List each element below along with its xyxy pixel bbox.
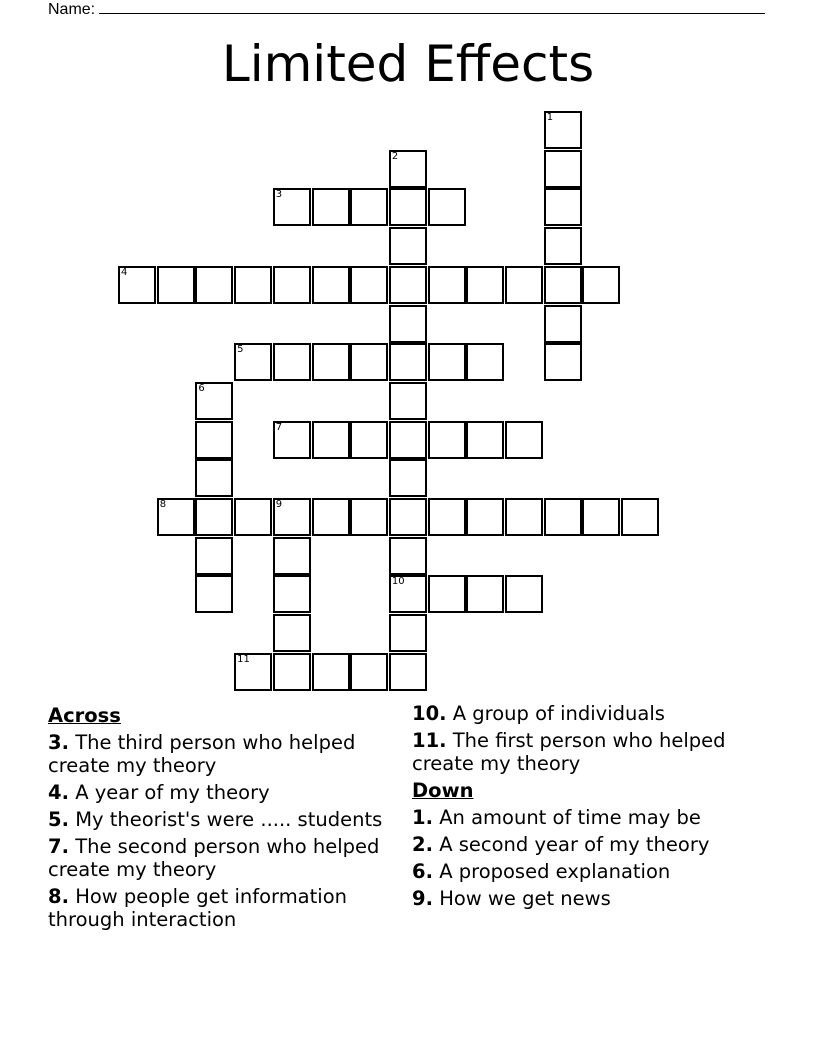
clue-across-5 bbox=[48, 808, 393, 831]
grid-cell[interactable] bbox=[312, 266, 350, 304]
grid-cell[interactable] bbox=[389, 188, 427, 226]
grid-cell[interactable] bbox=[544, 188, 582, 226]
grid-cell[interactable] bbox=[389, 537, 427, 575]
grid-cell[interactable] bbox=[389, 343, 427, 381]
grid-cell[interactable] bbox=[466, 421, 504, 459]
grid-cell[interactable] bbox=[505, 421, 543, 459]
clue-across-10 bbox=[412, 702, 782, 725]
clue-number: 10. bbox=[412, 702, 447, 725]
grid-cell[interactable] bbox=[621, 498, 659, 536]
grid-cell[interactable] bbox=[389, 266, 427, 304]
clue-number: 8. bbox=[48, 885, 69, 908]
name-label: Name: bbox=[48, 1, 96, 18]
grid-cell[interactable] bbox=[195, 382, 233, 420]
grid-cell[interactable] bbox=[428, 188, 466, 226]
grid-cell[interactable] bbox=[466, 266, 504, 304]
cell-number: 11 bbox=[237, 653, 250, 665]
clue-text: The first person who helped create my theory bbox=[412, 729, 726, 775]
grid-cell[interactable] bbox=[466, 575, 504, 613]
grid-cell[interactable] bbox=[195, 459, 233, 497]
cell-number: 8 bbox=[159, 499, 167, 510]
grid-cell[interactable] bbox=[195, 537, 233, 575]
grid-cell[interactable] bbox=[350, 343, 388, 381]
grid-cell[interactable] bbox=[195, 266, 233, 304]
clue-number: 6. bbox=[412, 860, 433, 883]
grid-cell[interactable] bbox=[234, 266, 272, 304]
clue-number: 1. bbox=[412, 806, 433, 829]
clue-across-11 bbox=[412, 729, 782, 775]
grid-cell[interactable] bbox=[428, 575, 466, 613]
grid-cell[interactable] bbox=[350, 498, 388, 536]
grid-cell[interactable] bbox=[350, 421, 388, 459]
clue-number: 9. bbox=[412, 887, 433, 910]
cell-number: 1 bbox=[546, 112, 554, 123]
grid-cell[interactable] bbox=[544, 343, 582, 381]
grid-cell[interactable] bbox=[273, 498, 311, 536]
clue-text: A year of my theory bbox=[75, 781, 270, 804]
cell-number: 10 bbox=[391, 576, 405, 588]
grid-cell[interactable] bbox=[544, 305, 582, 343]
grid-cell[interactable] bbox=[350, 188, 388, 226]
grid-cell[interactable] bbox=[544, 498, 582, 536]
grid-cell[interactable] bbox=[234, 653, 272, 691]
clue-text: My theorist's were ..... students bbox=[75, 808, 383, 831]
grid-cell[interactable] bbox=[273, 266, 311, 304]
grid-cell[interactable] bbox=[273, 421, 311, 459]
grid-cell[interactable] bbox=[312, 343, 350, 381]
clue-down-6 bbox=[412, 860, 782, 883]
grid-cell[interactable] bbox=[350, 653, 388, 691]
grid-cell[interactable] bbox=[389, 382, 427, 420]
grid-cell[interactable] bbox=[389, 614, 427, 652]
grid-cell[interactable] bbox=[428, 498, 466, 536]
grid-cell[interactable] bbox=[582, 498, 620, 536]
clues-right-column bbox=[412, 702, 782, 914]
grid-cell[interactable] bbox=[195, 575, 233, 613]
clue-across-8 bbox=[48, 885, 393, 931]
puzzle-title: Limited Effects bbox=[221, 35, 595, 93]
grid-cell[interactable] bbox=[312, 188, 350, 226]
cell-number: 6 bbox=[198, 382, 205, 394]
clue-number: 11. bbox=[412, 729, 447, 752]
grid-cell[interactable] bbox=[234, 498, 272, 536]
clue-text: How people get information through interaction bbox=[48, 885, 347, 931]
clue-number: 5. bbox=[48, 808, 69, 831]
clue-number: 4. bbox=[48, 781, 69, 804]
grid-cell[interactable] bbox=[389, 498, 427, 536]
grid-cell[interactable] bbox=[195, 498, 233, 536]
clue-number: 7. bbox=[48, 835, 69, 858]
cell-number: 3 bbox=[275, 189, 283, 201]
grid-cell[interactable] bbox=[157, 498, 195, 536]
down-heading: Down bbox=[412, 779, 474, 802]
grid-cell[interactable] bbox=[118, 266, 156, 304]
clue-text: A second year of my theory bbox=[439, 833, 710, 856]
clue-down-9 bbox=[412, 887, 782, 910]
grid-cell[interactable] bbox=[350, 266, 388, 304]
cell-number: 2 bbox=[391, 150, 399, 162]
clue-number: 2. bbox=[412, 833, 433, 856]
clue-number: 3. bbox=[48, 731, 69, 754]
clue-across-3 bbox=[48, 731, 393, 777]
cell-number: 9 bbox=[275, 499, 283, 510]
grid-cell[interactable] bbox=[389, 575, 427, 613]
grid-cell[interactable] bbox=[505, 575, 543, 613]
cell-number: 5 bbox=[237, 344, 244, 356]
clue-text: The second person who helped create my theory bbox=[48, 835, 380, 881]
grid-cell[interactable] bbox=[505, 498, 543, 536]
cell-number: 7 bbox=[275, 421, 283, 433]
grid-cell[interactable] bbox=[428, 343, 466, 381]
grid-cell[interactable] bbox=[389, 459, 427, 497]
clues-left-column bbox=[48, 702, 393, 935]
grid-cell[interactable] bbox=[544, 227, 582, 265]
grid-cell[interactable] bbox=[389, 305, 427, 343]
clue-text: An amount of time may be bbox=[439, 806, 701, 829]
clue-text: The third person who helped create my theory bbox=[48, 731, 356, 777]
grid-cell[interactable] bbox=[544, 111, 582, 149]
grid-cell[interactable] bbox=[273, 343, 311, 381]
grid-cell[interactable] bbox=[273, 188, 311, 226]
grid-cell[interactable] bbox=[466, 343, 504, 381]
grid-cell[interactable] bbox=[389, 421, 427, 459]
grid-cell[interactable] bbox=[389, 227, 427, 265]
clue-text: A proposed explanation bbox=[439, 860, 671, 883]
grid-cell[interactable] bbox=[273, 653, 311, 691]
grid-cell[interactable] bbox=[466, 498, 504, 536]
clue-down-2 bbox=[412, 833, 782, 856]
clue-down-1 bbox=[412, 806, 782, 829]
grid-cell[interactable] bbox=[544, 266, 582, 304]
clue-across-7 bbox=[48, 835, 393, 881]
clue-text: A group of individuals bbox=[452, 702, 665, 725]
cell-number: 4 bbox=[121, 266, 128, 278]
grid-cell[interactable] bbox=[195, 421, 233, 459]
grid-cell[interactable] bbox=[157, 266, 195, 304]
grid-cell[interactable] bbox=[234, 343, 272, 381]
clue-across-4 bbox=[48, 781, 393, 804]
grid-cell[interactable] bbox=[273, 537, 311, 575]
grid-cell[interactable] bbox=[389, 653, 427, 691]
grid-cell[interactable] bbox=[389, 150, 427, 188]
grid-cell[interactable] bbox=[505, 266, 543, 304]
grid-cell[interactable] bbox=[582, 266, 620, 304]
grid-cell[interactable] bbox=[428, 266, 466, 304]
grid-cell[interactable] bbox=[544, 150, 582, 188]
grid-cell[interactable] bbox=[312, 498, 350, 536]
grid-cell[interactable] bbox=[273, 575, 311, 613]
grid-cell[interactable] bbox=[312, 421, 350, 459]
clue-text: How we get news bbox=[439, 887, 611, 910]
grid-cell[interactable] bbox=[273, 614, 311, 652]
grid-cell[interactable] bbox=[428, 421, 466, 459]
across-heading: Across bbox=[48, 704, 121, 727]
grid-cell[interactable] bbox=[312, 653, 350, 691]
